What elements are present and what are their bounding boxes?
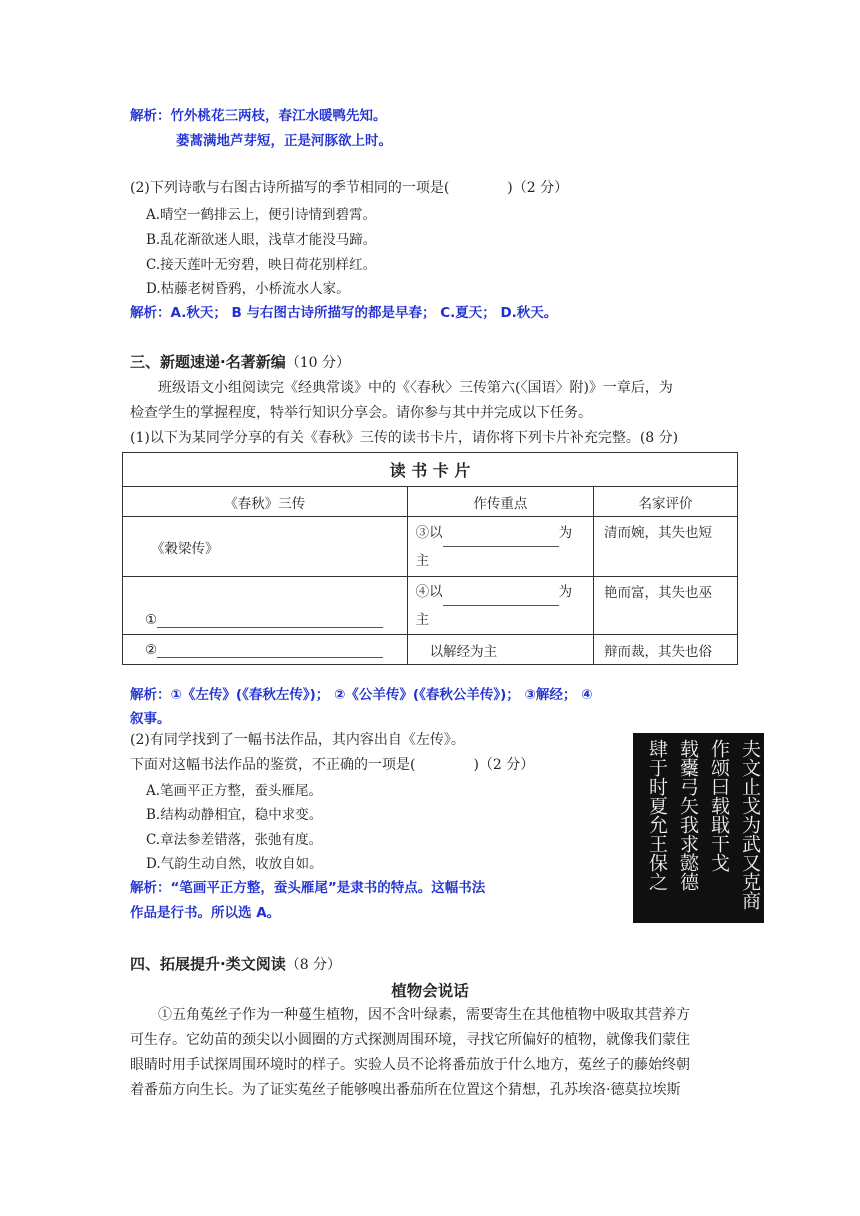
essay-line-1: ①五角菟丝子作为一种蔓生植物，因不含叶绿素，需要寄生在其他植物中吸取其营养方 [158, 1007, 690, 1023]
card-book-blank-2: ② [123, 635, 408, 665]
card-header-focus: 作传重点 [407, 487, 593, 517]
card-book-blank-1: ① [123, 577, 408, 635]
calligraphy-column: 夫文止戈为武又克商 [739, 739, 761, 910]
card-header-book: 《春秋》三传 [123, 487, 408, 517]
section-3-intro-line-2: 检查学生的掌握程度，特举行知识分享会。请你参与其中并完成以下任务。 [130, 405, 592, 421]
card-focus-cell: ③以 为 主 [407, 517, 593, 577]
task-2-analysis-line-2: 作品是行书。所以选 A。 [130, 905, 281, 921]
question-2-option-d: D.枯藤老树昏鸦，小桥流水人家。 [146, 281, 350, 297]
card-row [123, 635, 738, 665]
calligraphy-artwork-image [633, 733, 764, 923]
blank-2-input[interactable] [157, 643, 383, 658]
blank-1-input[interactable] [157, 613, 383, 628]
analysis-label: 解析：竹外桃花三两枝，春江水暖鸭先知。 [130, 108, 387, 124]
calligraphy-column: 肆于时夏允王保之 [646, 739, 668, 891]
card-row [123, 517, 738, 577]
card-focus-cell: ④以 为 主 [407, 577, 593, 635]
card-row [123, 577, 738, 635]
card-title: 读 书 卡 片 [123, 453, 738, 487]
blank-4-input[interactable] [443, 591, 559, 606]
section-3-heading: 三、新题速递·名著新编（10 分） [130, 353, 350, 371]
analysis-poem-line-2: 蒌蒿满地芦芽短，正是河豚欲上时。 [176, 133, 392, 149]
blank-3-input[interactable] [443, 532, 559, 547]
task-2-line-2: 下面对这幅书法作品的鉴赏，不正确的一项是( )（2 分） [130, 757, 535, 773]
card-focus-cell: 以解经为主 [407, 635, 593, 665]
essay-line-2: 可生存。它幼苗的颈尖以小圆圈的方式探测周围环境，寻找它所偏好的植物，就像我们蒙住 [130, 1032, 690, 1048]
question-2-option-a: A.晴空一鹤排云上，便引诗情到碧霄。 [146, 207, 377, 223]
calligraphy-column: 载櫜弓矢我求懿德 [677, 739, 699, 891]
essay-title: 植物会说话 [391, 982, 469, 1000]
card-analysis-line-2: 叙事。 [130, 711, 171, 727]
task-2-option-b: B.结构动静相宜，稳中求变。 [146, 807, 323, 823]
analysis-poem-line-1: 竹外桃花三两枝，春江水暖鸭先知。 [170, 108, 387, 124]
task-2-option-a: A.笔画平正方整，蚕头雁尾。 [146, 783, 323, 799]
card-header-review: 名家评价 [594, 487, 738, 517]
task-2-analysis-line-1: 解析：“笔画平正方整，蚕头雁尾”是隶书的特点。这幅书法 [130, 880, 486, 896]
calligraphy-column: 作颂曰载戢干戈 [708, 739, 730, 872]
essay-line-4: 着番茄方向生长。为了证实菟丝子能够嗅出番茄所在位置这个猜想，孔苏埃洛·德莫拉埃斯 [130, 1082, 681, 1098]
card-review: 辩而裁，其失也俗 [594, 635, 738, 665]
question-2-option-b: B.乱花渐欲迷人眼，浅草才能没马蹄。 [146, 232, 377, 248]
section-4-heading: 四、拓展提升·类文阅读（8 分） [130, 955, 342, 973]
question-2-analysis: 解析：A.秋天； B 与右图古诗所描写的都是早春； C.夏天； D.秋天。 [130, 305, 558, 321]
task-2-option-c: C.章法参差错落，张弛有度。 [146, 832, 323, 848]
essay-line-3: 眼睛时用手试探周围环境时的样子。实验人员不论将番茄放于什么地方，菟丝子的藤始终朝 [130, 1057, 690, 1073]
reading-card-table [122, 452, 738, 665]
card-analysis-line-1: 解析：①《左传》(《春秋左传》)； ②《公羊传》(《春秋公羊传》)； ③解经； ④ [130, 687, 593, 703]
question-2-stem: (2)下列诗歌与右图古诗所描写的季节相同的一项是( )（2 分） [130, 180, 569, 196]
task-2-line-1: (2)有同学找到了一幅书法作品，其内容出自《左传》。 [130, 732, 465, 748]
task-2-option-d: D.气韵生动自然，收放自如。 [146, 856, 323, 872]
task-1-instruction: (1)以下为某同学分享的有关《春秋》三传的读书卡片，请你将下列卡片补充完整。(8 分) [130, 430, 679, 446]
card-review: 艳而富，其失也巫 [594, 577, 738, 635]
question-2-option-c: C.接天莲叶无穷碧，映日荷花别样红。 [146, 257, 377, 273]
section-3-intro-line-1: 班级语文小组阅读完《经典常谈》中的《〈春秋〉三传第六(〈国语〉附)》一章后，为 [158, 380, 673, 396]
card-review: 清而婉，其失也短 [594, 517, 738, 577]
card-book-guliang: 《穀梁传》 [123, 517, 408, 577]
